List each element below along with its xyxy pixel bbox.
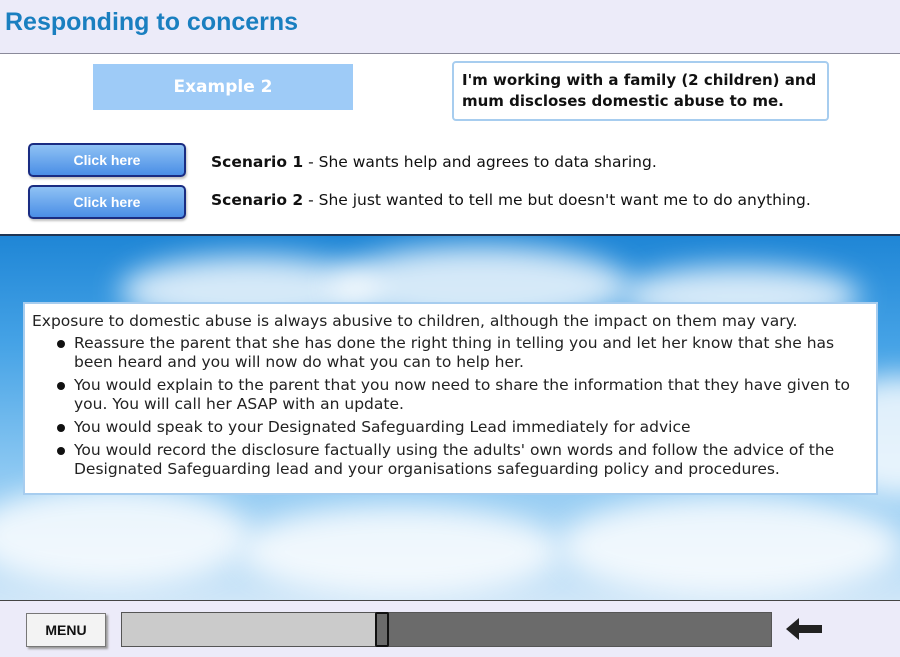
scenario-1-button[interactable]: Click here [28,143,186,177]
example-panel [0,54,900,236]
scenario-2-label: Scenario 2 [211,191,304,209]
page-title: Responding to concerns [5,8,299,36]
left-arrow-icon[interactable] [786,618,824,640]
example-badge: Example 2 [93,64,353,110]
cloud-decoration [560,496,900,596]
content-bullet-list [57,334,868,479]
cloud-decoration [240,506,560,596]
example-callout: I'm working with a family (2 children) and mum discloses domestic abuse to me. [452,61,829,121]
content-box [23,302,878,495]
menu-button[interactable]: MENU [26,613,106,647]
content-bullet: You would record the disclosure factually using the adults' own words and follow the advice of the Designated Safeguarding lead and your organisations safeguarding policy and procedures. [57,441,868,479]
progress-bar[interactable] [121,612,772,647]
progress-fill [122,613,382,646]
content-intro: Exposure to domestic abuse is always abusive to children, although the impact on them may vary. [32,312,798,330]
content-bullet: You would speak to your Designated Safeguarding Lead immediately for advice [57,418,868,437]
footer-bar [0,600,900,657]
scenario-1-description [211,153,657,171]
scenario-1-text: - She wants help and agrees to data sharing. [303,153,657,171]
cloud-decoration [0,486,250,586]
scenario-2-text: - She just wanted to tell me but doesn't want me to do anything. [303,191,811,209]
scenario-2-button[interactable]: Click here [28,185,186,219]
progress-handle[interactable] [375,612,389,647]
header-bar [0,0,900,54]
scenario-1-label: Scenario 1 [211,153,304,171]
scenario-2-description [211,191,811,209]
content-bullet: You would explain to the parent that you now need to share the information that they have given to you. You will call her ASAP with an update. [57,376,868,414]
content-bullet: Reassure the parent that she has done the right thing in telling you and let her know that she has been heard and you will now do what you can to help her. [57,334,868,372]
